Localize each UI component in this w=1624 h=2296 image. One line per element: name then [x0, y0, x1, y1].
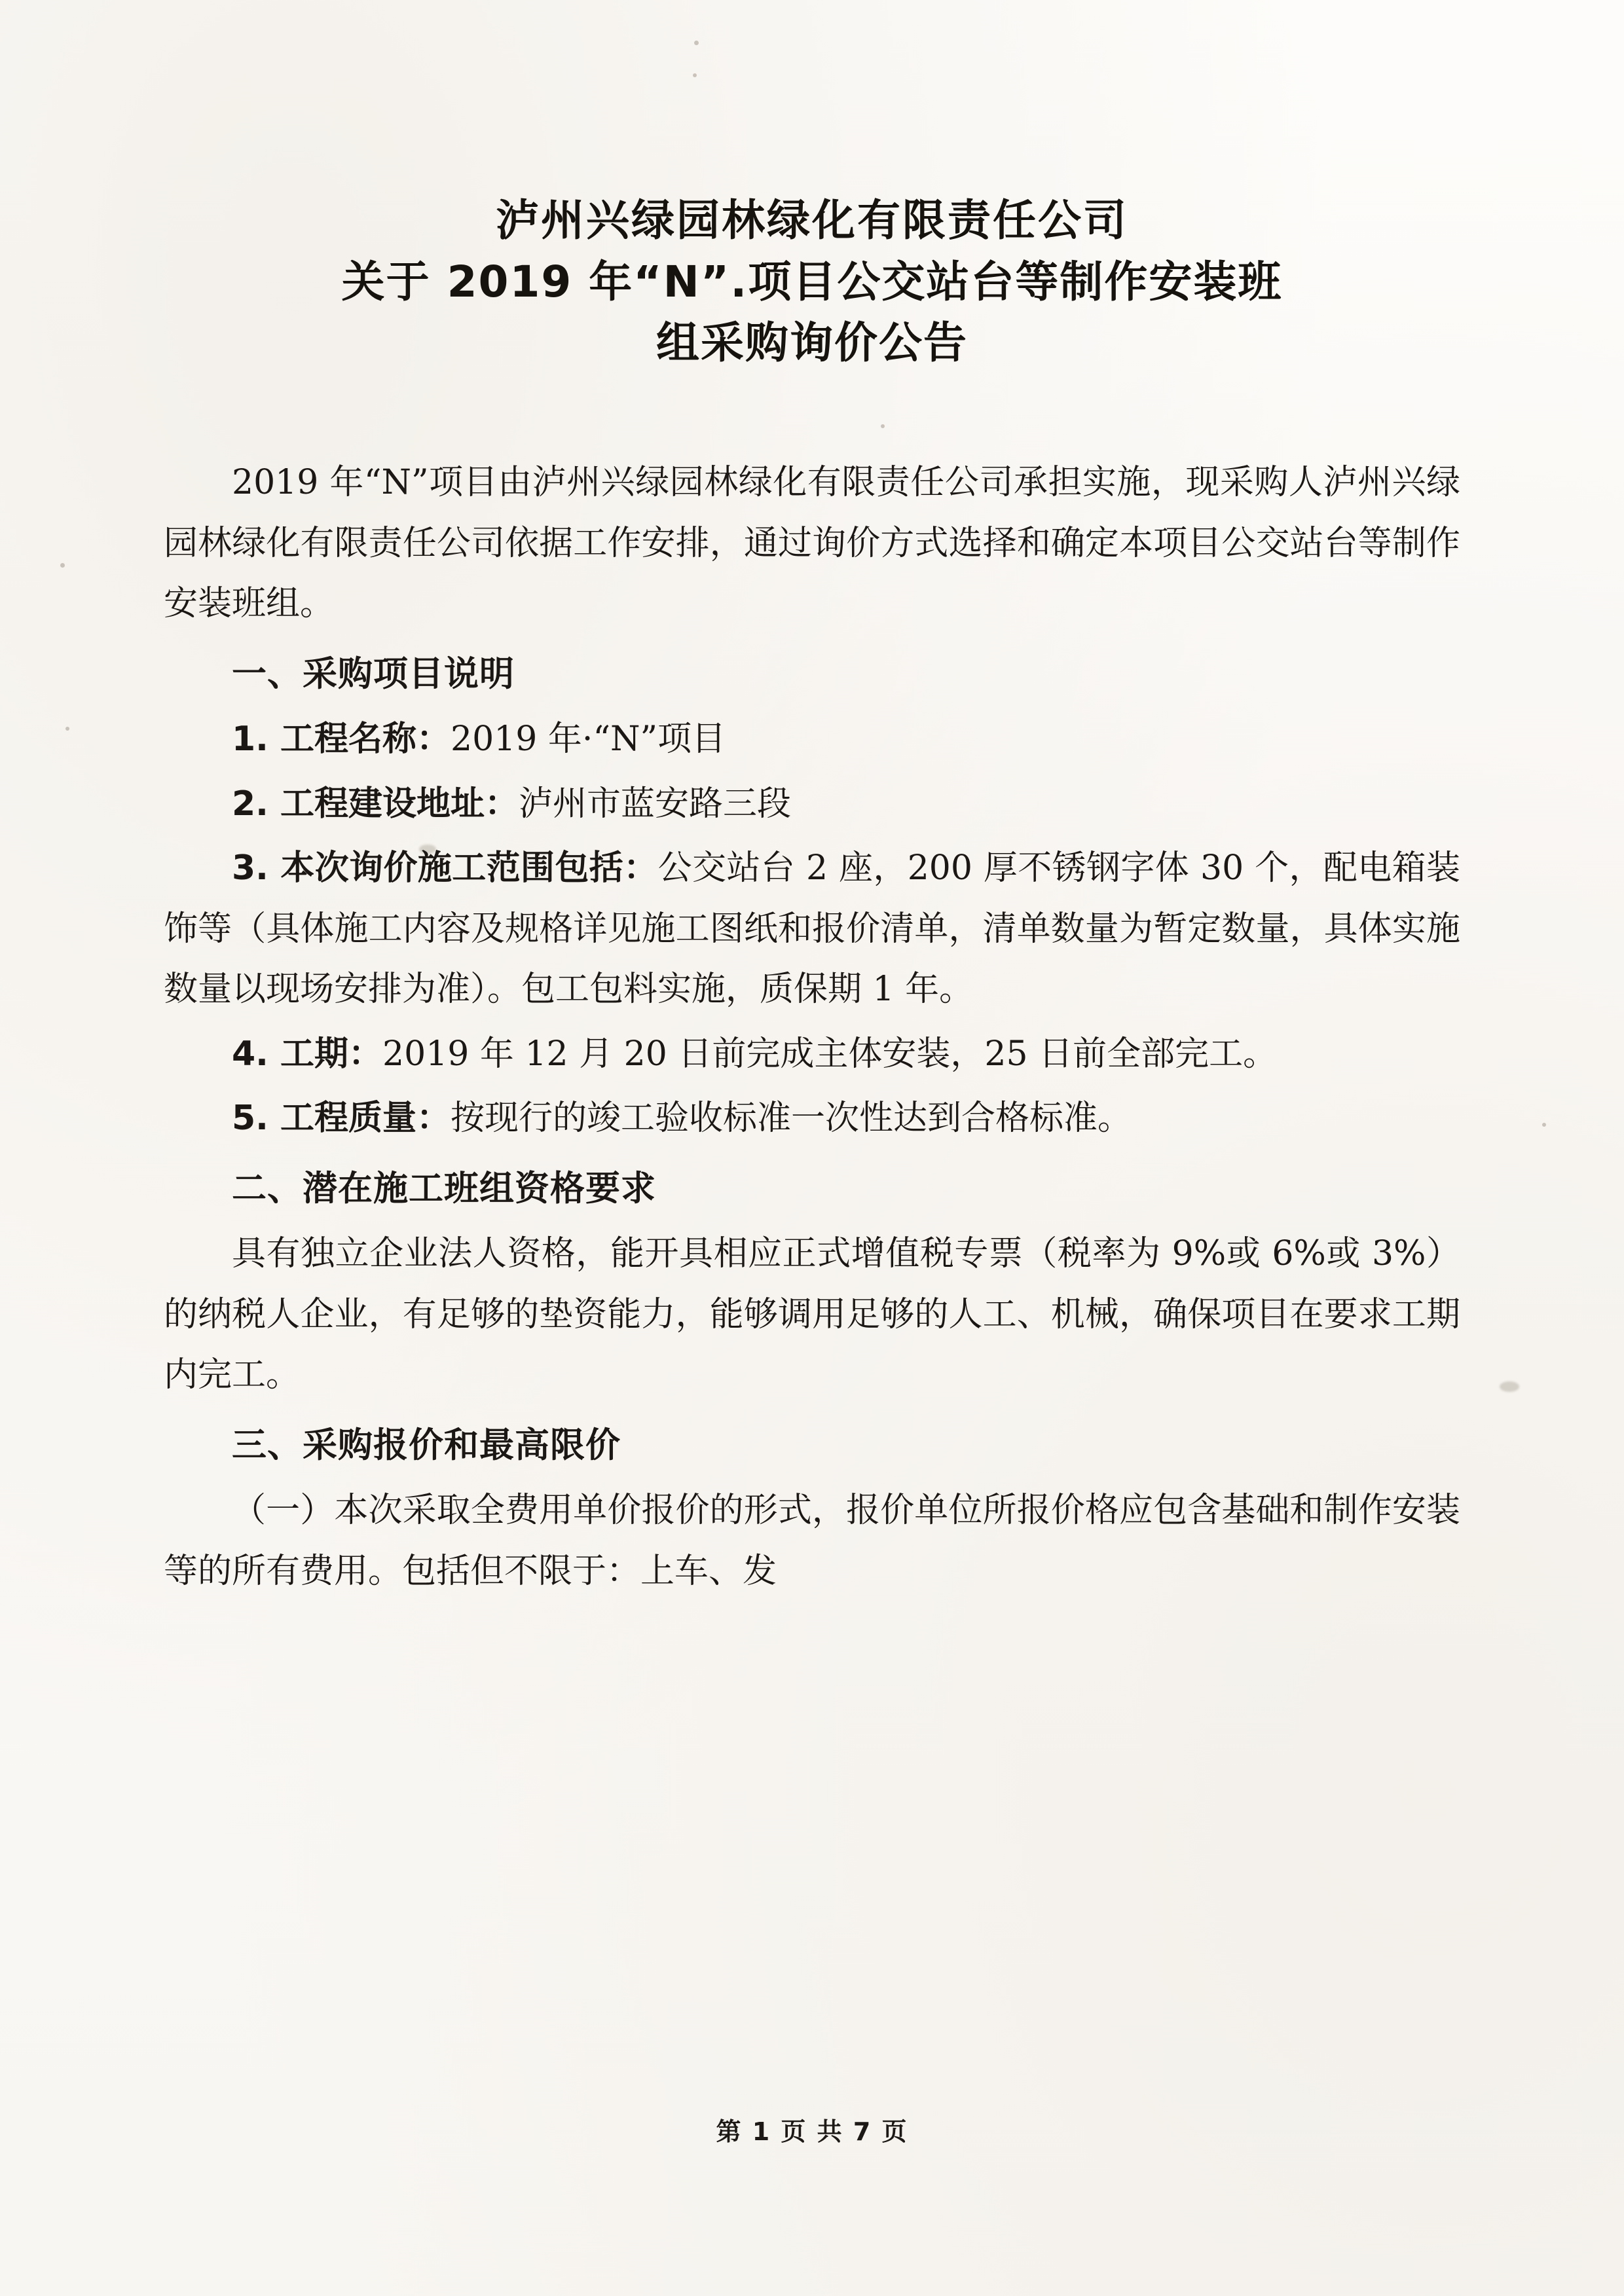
section-heading-1: 一、采购项目说明 — [232, 653, 515, 694]
section-1-item-5 — [164, 1088, 1460, 1149]
scan-speck — [65, 727, 69, 731]
item-text: 2019 年·“N”项目 — [451, 720, 726, 759]
scan-smudge — [1500, 1381, 1519, 1392]
section-1-item-4 — [164, 1024, 1460, 1085]
document-body — [164, 452, 1460, 1601]
item-text: 2019 年 12 月 20 日前完成主体安装，25 日前全部完工。 — [382, 1034, 1278, 1074]
item-text: 公交站台 2 座，200 厚不锈钢字体 30 个，配电箱装饰等（具体施工内容及规格详见施工图纸和报价清单，清单数量为暂定数量，具体实施数量以现场安排为准）。包工包料实施，质保期 1 年。 — [164, 848, 1460, 1010]
title-line-1: 泸州兴绿园林绿化有限责任公司 — [496, 195, 1128, 246]
section-2-paragraph-1: 具有独立企业法人资格，能开具相应正式增值税专票（税率为 9%或 6%或 3%）的纳税人企业，有足够的垫资能力，能够调用足够的人工、机械，确保项目在要求工期内完工。 — [164, 1234, 1460, 1395]
item-lead: 4. 工期： — [232, 1034, 383, 1074]
item-text: 泸州市蓝安路三段 — [519, 784, 792, 824]
title-line-3: 组采购询价公告 — [656, 318, 968, 369]
section-1-item-1 — [164, 709, 1460, 770]
document-title — [164, 190, 1460, 374]
intro-paragraph: 2019 年“N”项目由泸州兴绿园林绿化有限责任公司承担实施，现采购人泸州兴绿园林绿化有限责任公司依据工作安排，通过询价方式选择和确定本项目公交站台等制作安装班组。 — [164, 463, 1460, 624]
item-text: 按现行的竣工验收标准一次性达到合格标准。 — [451, 1099, 1132, 1139]
document-content — [164, 0, 1460, 2296]
item-lead: 5. 工程质量： — [232, 1099, 451, 1139]
section-1-item-3 — [164, 838, 1460, 1020]
item-lead: 2. 工程建设地址： — [232, 784, 519, 824]
section-3-paragraph-1: （一）本次采取全费用单价报价的形式，报价单位所报价格应包含基础和制作安装等的所有费用。包括但不限于：上车、发 — [164, 1491, 1460, 1591]
section-heading-2: 二、潜在施工班组资格要求 — [232, 1168, 656, 1209]
item-lead: 1. 工程名称： — [232, 720, 451, 759]
item-lead: 3. 本次询价施工范围包括： — [232, 848, 658, 888]
section-1-item-2 — [164, 774, 1460, 835]
title-line-2: 关于 2019 年“N”.项目公交站台等制作安装班 — [341, 256, 1283, 307]
page-footer: 第 1 页 共 7 页 — [716, 2117, 908, 2146]
scan-speck — [1542, 1123, 1546, 1127]
scan-speck — [60, 563, 65, 568]
section-heading-3: 三、采购报价和最高限价 — [232, 1425, 621, 1465]
